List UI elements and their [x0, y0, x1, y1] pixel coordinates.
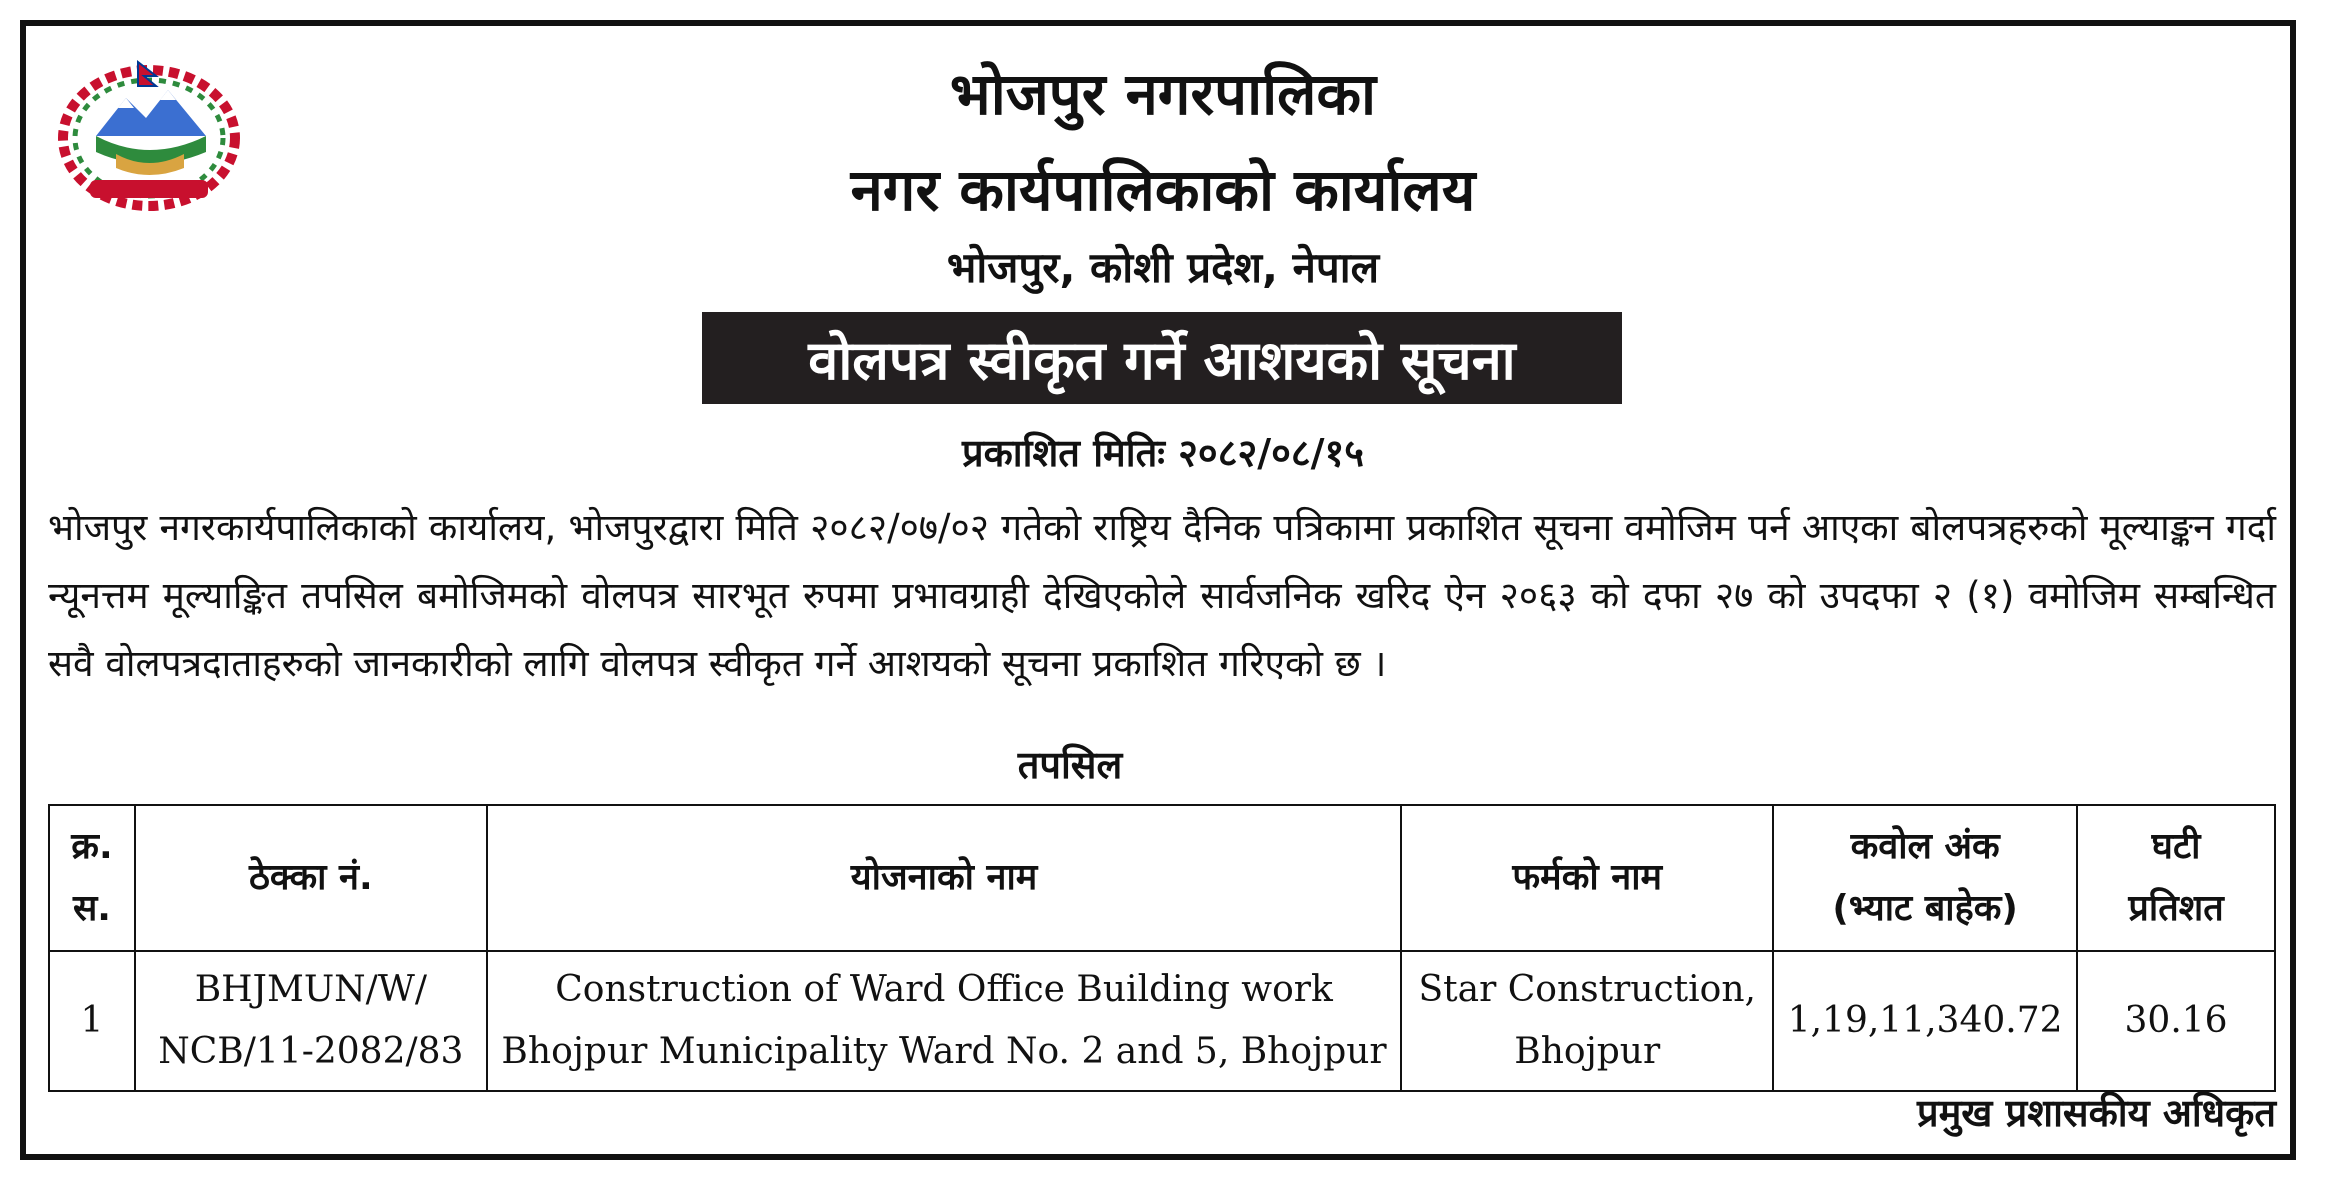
bid-details-table	[48, 804, 2276, 1092]
header-project-name: योजनाको नाम	[487, 805, 1402, 951]
cell-serial: 1	[49, 951, 135, 1091]
office-address: भोजपुर, कोशी प्रदेश, नेपाल	[946, 243, 1380, 292]
cell-firm-name: Star Construction, Bhojpur	[1401, 951, 1773, 1091]
publication-date-value: २०८२/०८/१५	[1178, 431, 1365, 475]
cell-bid-amount: 1,19,11,340.72	[1773, 951, 2077, 1091]
notice-title-banner	[702, 312, 1622, 404]
notice-body: भोजपुर नगरकार्यपालिकाको कार्यालय, भोजपुरद्वारा मिति २०८२/०७/०२ गतेको राष्ट्रिय दैनिक पत्रिकामा प्रकाशित सूचना वमोजिम पर्न आएका बोलपत्रहरुको मूल्याङ्कन गर्दा न्यूनत्तम मूल्याङ्कित तपसिल बमोजिमको वोलपत्र सारभूत रुपमा प्रभावग्राही देखिएकोले सार्वजनिक खरिद ऐन २०६३ को दफा २७ को उपदफा २ (१) वमोजिम सम्बन्धित सवै वोलपत्रदाताहरुको जानकारीको लागि वोलपत्र स्वीकृत गर्ने आशयको सूचना प्रकाशित गरिएको छ ।	[48, 506, 2276, 685]
publication-date-label: प्रकाशित मितिः	[961, 431, 1165, 475]
header-bid-amount: कवोल अंक (भ्याट बाहेक)	[1773, 805, 2077, 951]
notice-title: वोलपत्र स्वीकृत गर्ने आशयको सूचना	[808, 329, 1516, 392]
header-discount-percent: घटी प्रतिशत	[2077, 805, 2275, 951]
cell-discount-percent: 30.16	[2077, 951, 2275, 1091]
table-row	[49, 951, 2275, 1091]
header-serial: क्र. स.	[49, 805, 135, 951]
municipality-name: भोजपुर नगरपालिका	[949, 60, 1377, 128]
header-contract-no: ठेक्का नं.	[135, 805, 487, 951]
cell-contract-no: BHJMUN/W/ NCB/11-2082/83	[135, 951, 487, 1091]
publication-date	[0, 426, 2326, 478]
cell-project-name: Construction of Ward Office Building work Bhojpur Municipality Ward No. 2 and 5, Bhojpur	[487, 951, 1402, 1091]
table-header-row	[49, 805, 2275, 951]
table-caption: तपसिल	[1017, 743, 1123, 787]
signatory-title: प्रमुख प्रशासकीय अधिकृत	[1916, 1091, 2276, 1135]
header-firm-name: फर्मको नाम	[1401, 805, 1773, 951]
office-name: नगर कार्यपालिकाको कार्यालय	[850, 156, 1476, 224]
